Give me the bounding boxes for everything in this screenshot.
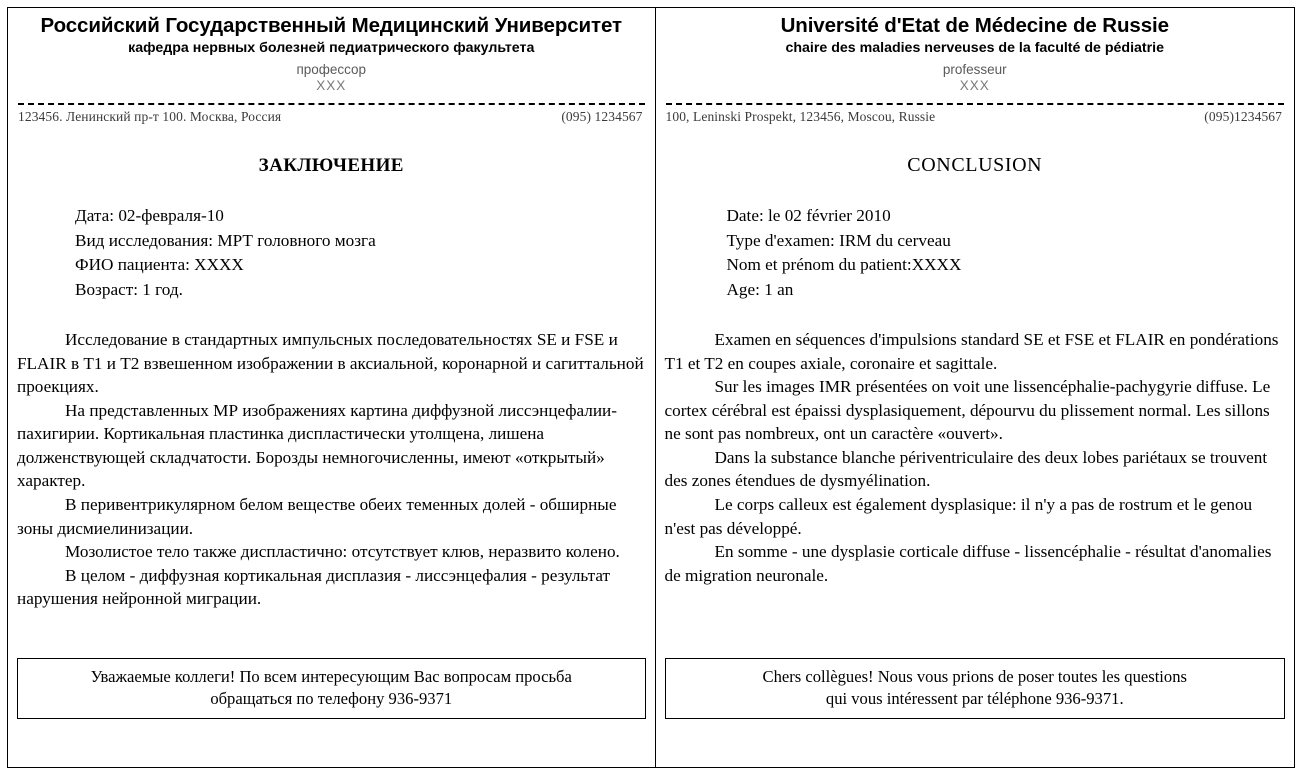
report-paragraph: В целом - диффузная кортикальная дисплазия - лиссэнцефалия - результат нарушения нейронной миграции.	[17, 565, 611, 609]
report-paragraph: En somme - une dysplasie corticale diffuse - lissencéphalie - résultat d'anomalies de migration neuronale.	[664, 542, 1272, 585]
report-paragraph: Мозолистое тело также диспластично: отсутствует клюв, неразвито колено.	[65, 542, 620, 562]
layout-spacer	[8, 635, 655, 659]
report-paragraph: Examen en séquences d'impulsions standard SE et FSE et FLAIR en pondérations T1 et T2 en coupes axiale, coronaire et sagittale.	[664, 330, 1279, 373]
footer-wrap-french	[656, 658, 1295, 719]
meta-exam-type: Вид исследования: МРТ головного мозга	[75, 230, 376, 250]
letterhead-russian	[8, 8, 655, 125]
document-frame	[7, 7, 1295, 768]
phone-text: (095) 1234567	[561, 109, 643, 125]
meta-patient-name: Nom et prénom du patient:XXXX	[726, 255, 962, 275]
professor-name: XXX	[959, 78, 990, 94]
meta-age: Age: 1 an	[726, 279, 794, 299]
report-paragraph: Le corps calleux est également dysplasique: il n'y a pas de rostrum et le genou n'est pas développé.	[664, 494, 1253, 538]
report-body-russian	[17, 328, 646, 611]
report-paragraph: На представленных МР изображениях картина диффузной лиссэнцефалии-пахигирии. Кортикальная пластинка диспластически утолщена, лишена долженствующей складчатости. Борозды немногочисленны, имеют «открытый» характер.	[17, 400, 617, 491]
footer-wrap-russian	[8, 658, 655, 719]
organization-name: Université d'Etat de Médecine de Russie	[780, 14, 1169, 37]
report-paragraph: Dans la substance blanche périventriculaire des deux lobes pariétaux se trouvent des zones étendues de dysmyélination.	[664, 447, 1268, 491]
contact-note-line-2: обращаться по телефону 936-9371	[210, 689, 453, 709]
role-title: профессор	[296, 61, 367, 77]
meta-patient-name: ФИО пациента: XXXX	[75, 255, 244, 275]
report-body-french	[665, 328, 1286, 587]
page-title: ЗАКЛЮЧЕНИЕ	[258, 155, 404, 177]
contact-note-box	[17, 658, 646, 719]
contact-line	[16, 105, 647, 125]
panel-russian	[8, 8, 656, 767]
organization-name: Российский Государственный Медицинский Университет	[40, 14, 622, 37]
address-text: 100, Leninski Prospekt, 123456, Moscou, Russie	[665, 109, 936, 125]
report-paragraph: Исследование в стандартных импульсных последовательностях SE и FSE и FLAIR в T1 и T2 взвешенном изображении в аксиальной, коронарной и сагиттальной проекциях.	[17, 330, 644, 397]
contact-note-line-2: qui vous intéressent par téléphone 936-9371.	[825, 689, 1124, 709]
contact-note-line-1: Уважаемые коллеги! По всем интересующим Вас вопросам просьба	[90, 667, 572, 687]
layout-spacer	[656, 623, 1295, 659]
report-paragraph: В перивентрикулярном белом веществе обеих теменных долей - обширные зоны дисмиелинизации.	[17, 494, 617, 538]
letterhead-french	[656, 8, 1295, 125]
department-name: кафедра нервных болезней педиатрического факультета	[128, 40, 535, 57]
address-text: 123456. Ленинский пр-т 100. Москва, Россия	[18, 109, 282, 125]
meta-block-french	[665, 204, 1286, 302]
body-french	[656, 125, 1295, 622]
meta-date: Дата: 02-февраля-10	[75, 206, 224, 226]
meta-exam-type: Type d'examen: IRM du cerveau	[726, 230, 951, 250]
panel-french	[656, 8, 1295, 767]
professor-name: XXX	[316, 78, 347, 94]
contact-line	[664, 105, 1287, 125]
role-title: professeur	[942, 61, 1007, 77]
contact-note-line-1: Chers collègues! Nous vous prions de poser toutes les questions	[762, 667, 1187, 687]
department-name: chaire des maladies nerveuses de la faculté de pédiatrie	[785, 40, 1164, 57]
meta-age: Возраст: 1 год.	[75, 279, 183, 299]
meta-block-russian	[17, 204, 646, 302]
body-russian	[8, 125, 655, 634]
phone-text: (095)1234567	[1204, 109, 1282, 125]
report-paragraph: Sur les images IMR présentées on voit une lissencéphalie-pachygyrie diffuse. Le cortex cérébral est épaissi dysplasiquement, dépourvu du plissement normal. Les sillons ne sont pas nombreux, ont un caractère «ouvert».	[664, 377, 1271, 444]
page-title: CONCLUSION	[907, 154, 1043, 177]
contact-note-box	[665, 658, 1286, 719]
meta-date: Date: le 02 février 2010	[726, 206, 891, 226]
